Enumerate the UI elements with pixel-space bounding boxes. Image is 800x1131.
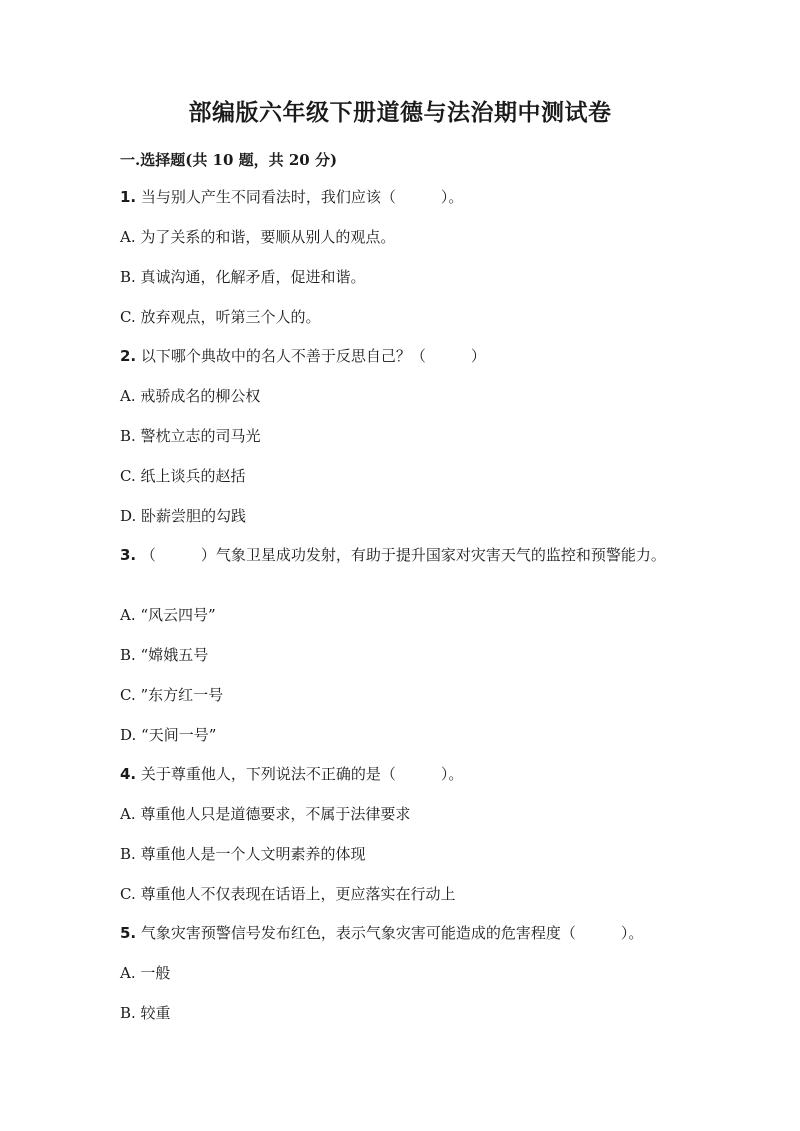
question-3	[120, 543, 680, 567]
question-2-option-a: A. 戒骄成名的柳公权	[120, 387, 261, 405]
question-1-option-c: C. 放弃观点，听第三个人的。	[120, 308, 321, 326]
question-3-option-c: C. ”东方红一号	[120, 686, 224, 704]
question-4-option-c: C. 尊重他人不仅表现在话语上，更应落实在行动上	[120, 885, 456, 903]
question-1	[120, 185, 680, 209]
question-stem: 当与别人产生不同看法时，我们应该（ ）。	[136, 188, 464, 206]
question-number: 2.	[120, 347, 137, 365]
question-stem: 气象灾害预警信号发布红色，表示气象灾害可能造成的危害程度（ ）。	[136, 924, 644, 942]
question-stem: （ ）气象卫星成功发射，有助于提升国家对灾害天气的监控和预警能力。	[136, 546, 666, 564]
question-number: 4.	[120, 765, 137, 783]
question-2	[120, 344, 680, 368]
question-4	[120, 762, 680, 786]
question-1-option-b: B. 真诚沟通，化解矛盾，促进和谐。	[120, 268, 366, 286]
question-2-option-c: C. 纸上谈兵的赵括	[120, 467, 246, 485]
question-5-option-b: B. 较重	[120, 1004, 171, 1022]
question-2-option-d: D. 卧薪尝胆的勾践	[120, 507, 247, 525]
question-2-option-b: B. 警枕立志的司马光	[120, 427, 261, 445]
question-4-option-b: B. 尊重他人是一个人文明素养的体现	[120, 845, 366, 863]
question-5-option-a: A. 一般	[120, 964, 171, 982]
question-number: 1.	[120, 188, 137, 206]
section-heading: 一.选择题(共 10 题，共 20 分)	[120, 151, 338, 169]
question-4-option-a: A. 尊重他人只是道德要求，不属于法律要求	[120, 805, 411, 823]
question-3-option-b: B. “嫦娥五号	[120, 646, 209, 664]
question-stem: 关于尊重他人，下列说法不正确的是（ ）。	[136, 765, 464, 783]
question-number: 3.	[120, 546, 137, 564]
question-3-option-d: D. “天间一号”	[120, 726, 217, 744]
document-title: 部编版六年级下册道德与法治期中测试卷	[188, 99, 612, 126]
question-stem: 以下哪个典故中的名人不善于反思自己？（ ）	[136, 347, 486, 365]
question-1-option-a: A. 为了关系的和谐，要顺从别人的观点。	[120, 228, 396, 246]
question-3-option-a: A. “风云四号”	[120, 606, 216, 624]
question-5	[120, 921, 680, 945]
question-number: 5.	[120, 924, 137, 942]
